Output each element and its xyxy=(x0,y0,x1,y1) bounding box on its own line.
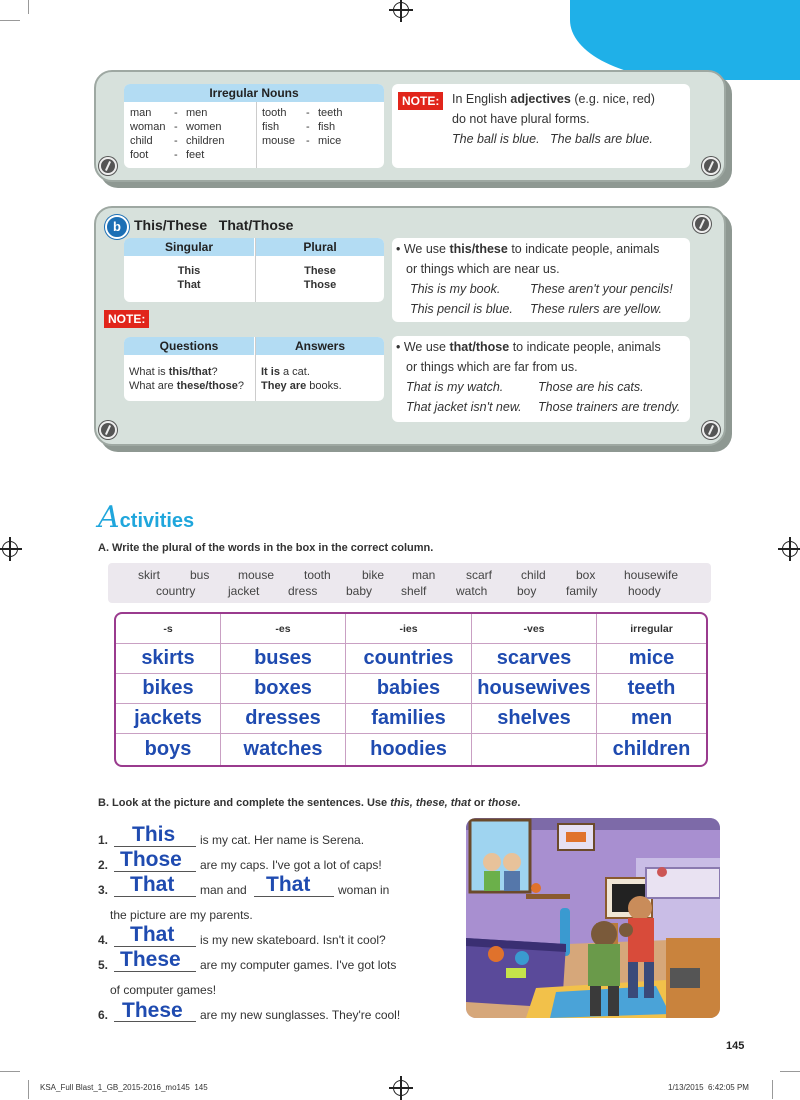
irregular-nouns-table xyxy=(124,84,384,168)
note-tag: NOTE: xyxy=(398,92,443,110)
answer-word: teeth xyxy=(627,677,676,699)
word: housewife xyxy=(624,568,679,582)
irregular-col2: tooth - teeth fish - fish mouse - mice xyxy=(262,107,343,147)
rule-example: That is my watch. xyxy=(406,380,504,394)
noun-plural: teeth xyxy=(318,107,343,119)
answer-word: children xyxy=(612,738,691,760)
plural-word: These xyxy=(304,265,336,277)
bolt-icon xyxy=(702,157,720,175)
word: bus xyxy=(190,568,210,582)
irregular-col1: man - men woman - women child - children foot - feet xyxy=(130,107,225,161)
sentence-number: 4. xyxy=(98,933,109,947)
answer-word: buses xyxy=(254,647,312,669)
rule-line: or things which are near us. xyxy=(406,262,560,276)
word: watch xyxy=(456,584,488,598)
note-line: do not have plural forms. xyxy=(452,112,590,126)
word: country xyxy=(156,584,196,598)
rule-line: or things which are far from us. xyxy=(406,360,578,374)
registration-mark-right xyxy=(782,541,798,557)
that-those-rule-box: • We use that/those to indicate people, animals or things which are far from us. That is my watch. Those are his cats. That jacket isn't new. Those trainers are trendy. xyxy=(392,336,690,422)
sentence-number: 3. xyxy=(98,883,109,897)
bolt-icon xyxy=(99,421,117,439)
answer-word: mice xyxy=(628,647,675,669)
activities-title: Activities xyxy=(98,500,195,535)
sentence-answer: This xyxy=(132,823,176,846)
answers-header: Answers xyxy=(256,337,384,355)
sentence-text: woman in xyxy=(338,883,390,897)
answer-word: watches xyxy=(243,738,323,760)
sentence-number: 6. xyxy=(98,1008,109,1022)
answer-word: dresses xyxy=(245,707,321,729)
sentence-number: 5. xyxy=(98,958,109,972)
word: bike xyxy=(362,568,385,582)
answer-word: scarves xyxy=(496,647,572,669)
sentence-text: are my computer games. I've got lots xyxy=(200,958,397,972)
singular-plural-table xyxy=(124,238,384,302)
this-these-rule-box: • We use this/these to indicate people, animals or things which are near us. This is my book. These aren't your pencils! This pencil is blue. These rulers are yellow. xyxy=(392,238,690,322)
sentence-text: the picture are my parents. xyxy=(110,908,253,922)
plural-columns-table xyxy=(114,612,708,767)
sentence-text: are my caps. I've got a lot of caps! xyxy=(200,858,382,872)
irregular-nouns-title: Irregular Nouns xyxy=(124,84,384,102)
noun-plural: fish xyxy=(318,121,336,133)
questions-answers-table xyxy=(124,337,384,401)
answer-2: They are books. xyxy=(261,380,342,392)
bolt-icon xyxy=(693,215,711,233)
noun-plural: men xyxy=(186,107,208,119)
noun-plural: children xyxy=(186,135,225,147)
registration-mark-top xyxy=(393,2,409,18)
sentence-answer: These xyxy=(120,948,181,971)
sentence-number: 2. xyxy=(98,858,109,872)
answer-word: countries xyxy=(363,647,454,669)
answer-word: boxes xyxy=(254,677,312,699)
noun-plural: women xyxy=(186,121,222,133)
rule-example: Those trainers are trendy. xyxy=(538,400,681,414)
sentence-answer: Those xyxy=(120,848,182,871)
answer-word: boys xyxy=(144,738,192,760)
answer-word: jackets xyxy=(134,707,202,729)
sentence-number: 1. xyxy=(98,833,109,847)
singular-header: Singular xyxy=(124,238,254,256)
plural-header: Plural xyxy=(256,238,384,256)
sentence-text: are my new sunglasses. They're cool! xyxy=(200,1008,401,1022)
noun-plural: feet xyxy=(186,149,205,161)
word: hoody xyxy=(628,584,661,598)
rule-example: Those are his cats. xyxy=(538,380,644,394)
noun-singular: man xyxy=(130,107,152,119)
task-a-instruction: A. Write the plural of the words in the box in the correct column. xyxy=(98,542,434,554)
word: scarf xyxy=(466,568,493,582)
bolt-icon xyxy=(99,157,117,175)
noun-singular: woman xyxy=(130,121,166,133)
registration-mark-left xyxy=(2,541,18,557)
word: baby xyxy=(346,584,373,598)
sentence-text: of computer games! xyxy=(110,983,217,997)
answer-word: shelves xyxy=(497,707,571,729)
word: mouse xyxy=(238,568,275,582)
word: family xyxy=(566,584,598,598)
word: jacket xyxy=(228,584,260,598)
word: box xyxy=(576,568,596,582)
word: tooth xyxy=(304,568,331,582)
answer-word: skirts xyxy=(141,647,195,669)
note-example: The balls are blue. xyxy=(549,132,653,146)
sentence-text: is my cat. Her name is Serena. xyxy=(200,833,365,847)
plural-word: Those xyxy=(303,279,337,291)
word: skirt xyxy=(138,568,160,582)
bolt-icon xyxy=(702,421,720,439)
note-example: The ball is blue. xyxy=(452,132,540,146)
singular-word: That xyxy=(177,279,201,291)
noun-singular: tooth xyxy=(262,107,287,119)
registration-mark-bottom xyxy=(393,1080,409,1096)
answer-word: hoodies xyxy=(370,738,447,760)
sentence-answer: That xyxy=(266,873,311,896)
word: boy xyxy=(517,584,537,598)
answer-word: housewives xyxy=(477,677,591,699)
noun-singular: fish xyxy=(262,121,280,133)
noun-singular: child xyxy=(130,135,153,147)
rule-example: This pencil is blue. xyxy=(410,302,513,316)
sentence-text: man and xyxy=(200,883,247,897)
adjectives-note-box: NOTE: In English adjectives (e.g. nice, red) do not have plural forms. The ball is blue. The balls are blue. xyxy=(392,84,690,168)
word: man xyxy=(412,568,436,582)
rule-example: These aren't your pencils! xyxy=(530,282,673,296)
footer-timestamp: 1/13/2015 6:42:05 PM xyxy=(668,1083,749,1092)
column-header: -ves xyxy=(523,622,545,635)
column-header: -s xyxy=(163,622,173,635)
answer-word: families xyxy=(371,707,446,729)
column-header: -ies xyxy=(399,622,418,635)
bedroom-illustration xyxy=(466,818,720,1018)
noun-singular: mouse xyxy=(262,135,296,147)
rule-example: This is my book. xyxy=(410,282,501,296)
noun-plural: mice xyxy=(318,135,342,147)
rule-example: These rulers are yellow. xyxy=(530,302,663,316)
answer-word: babies xyxy=(376,677,441,699)
questions-header: Questions xyxy=(124,337,254,355)
question-1: What is this/that? xyxy=(129,366,218,378)
corner-decoration xyxy=(570,0,800,80)
column-header: irregular xyxy=(630,622,673,635)
page-number: 145 xyxy=(726,1040,745,1052)
word: child xyxy=(521,568,546,582)
sentence-answer: That xyxy=(130,923,175,946)
sentence-answer: These xyxy=(122,999,183,1022)
section-b-badge: b xyxy=(105,215,129,239)
noun-singular: foot xyxy=(130,149,149,161)
rule-example: That jacket isn't new. xyxy=(406,400,522,414)
task-b-instruction: B. Look at the picture and complete the sentences. Use this, these, that or those. xyxy=(98,797,521,809)
answer-1: It is a cat. xyxy=(261,366,310,378)
answer-word: bikes xyxy=(142,677,194,699)
section-title: This/These That/Those xyxy=(134,217,294,233)
singular-word: This xyxy=(177,265,201,277)
column-header: -es xyxy=(275,622,291,635)
question-2: What are these/those? xyxy=(129,380,244,392)
note-tag: NOTE: xyxy=(104,310,149,328)
sentence-answer: That xyxy=(130,873,175,896)
word: dress xyxy=(288,584,318,598)
answer-word: men xyxy=(630,707,673,729)
word-box xyxy=(108,563,711,603)
sentence-text: is my new skateboard. Isn't it cool? xyxy=(200,933,386,947)
word: shelf xyxy=(401,584,427,598)
footer-file-info: KSA_Full Blast_1_GB_2015-2016_mo145 145 xyxy=(40,1083,208,1092)
